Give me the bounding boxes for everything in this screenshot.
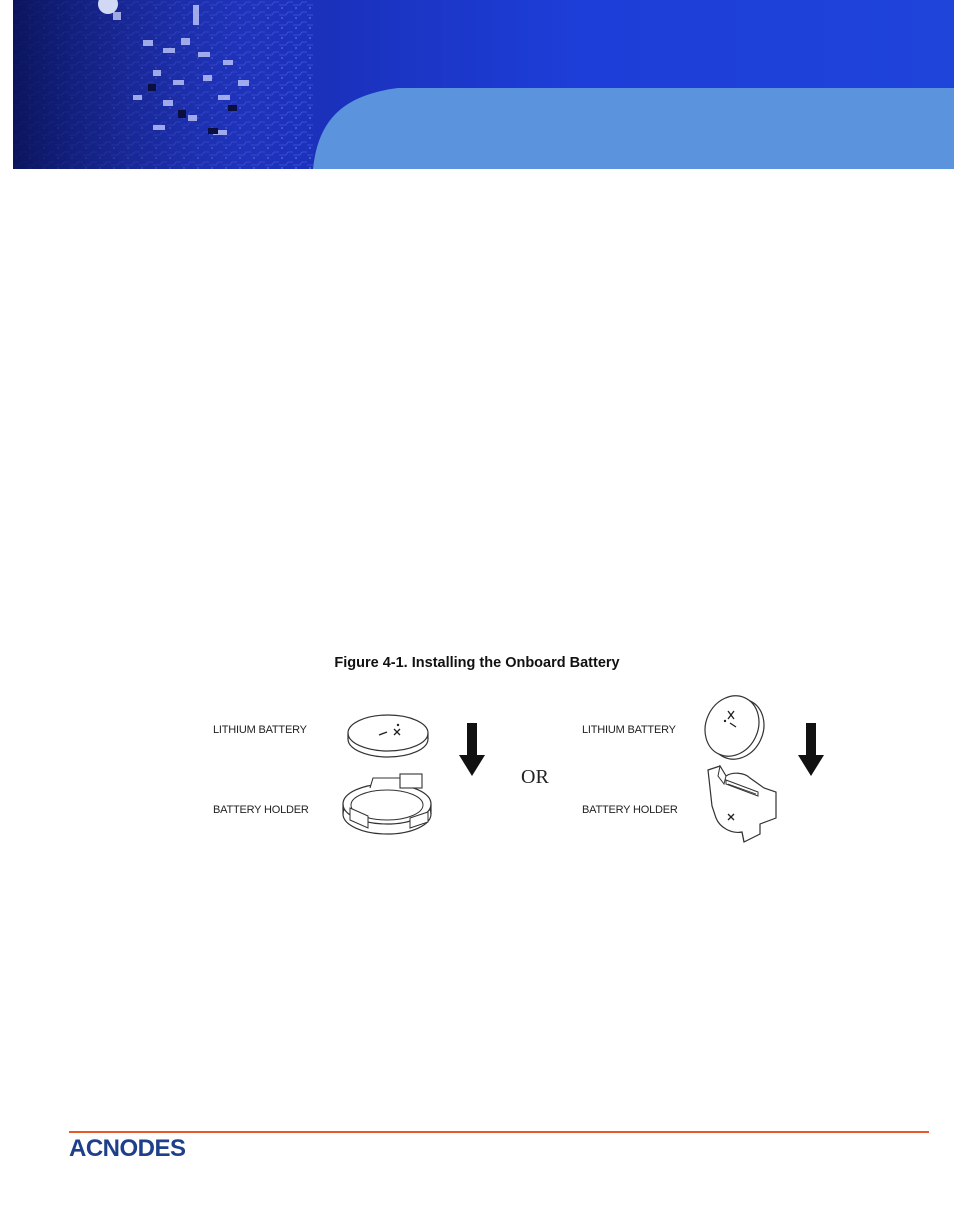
or-separator: OR xyxy=(521,766,549,788)
footer-rule xyxy=(69,1131,929,1133)
figure-caption: Figure 4-1. Installing the Onboard Battery xyxy=(334,655,620,671)
right-lithium-battery-label: LITHIUM BATTERY xyxy=(582,724,676,736)
header-banner-graphic xyxy=(13,0,954,169)
left-battery-holder-illustration xyxy=(340,768,440,840)
left-battery-holder-label: BATTERY HOLDER xyxy=(213,804,309,816)
acnodes-logo-text: ACNODES xyxy=(69,1136,186,1158)
acnodes-logo xyxy=(69,1136,225,1158)
left-lithium-battery-label: LITHIUM BATTERY xyxy=(213,724,307,736)
right-insert-arrow-icon xyxy=(798,723,824,777)
header-banner xyxy=(13,0,954,169)
right-battery-holder-illustration xyxy=(702,762,782,846)
left-lithium-battery-illustration xyxy=(345,705,435,765)
right-lithium-battery-illustration xyxy=(700,693,772,763)
right-battery-holder-label: BATTERY HOLDER xyxy=(582,804,678,816)
left-insert-arrow-icon xyxy=(459,723,485,777)
